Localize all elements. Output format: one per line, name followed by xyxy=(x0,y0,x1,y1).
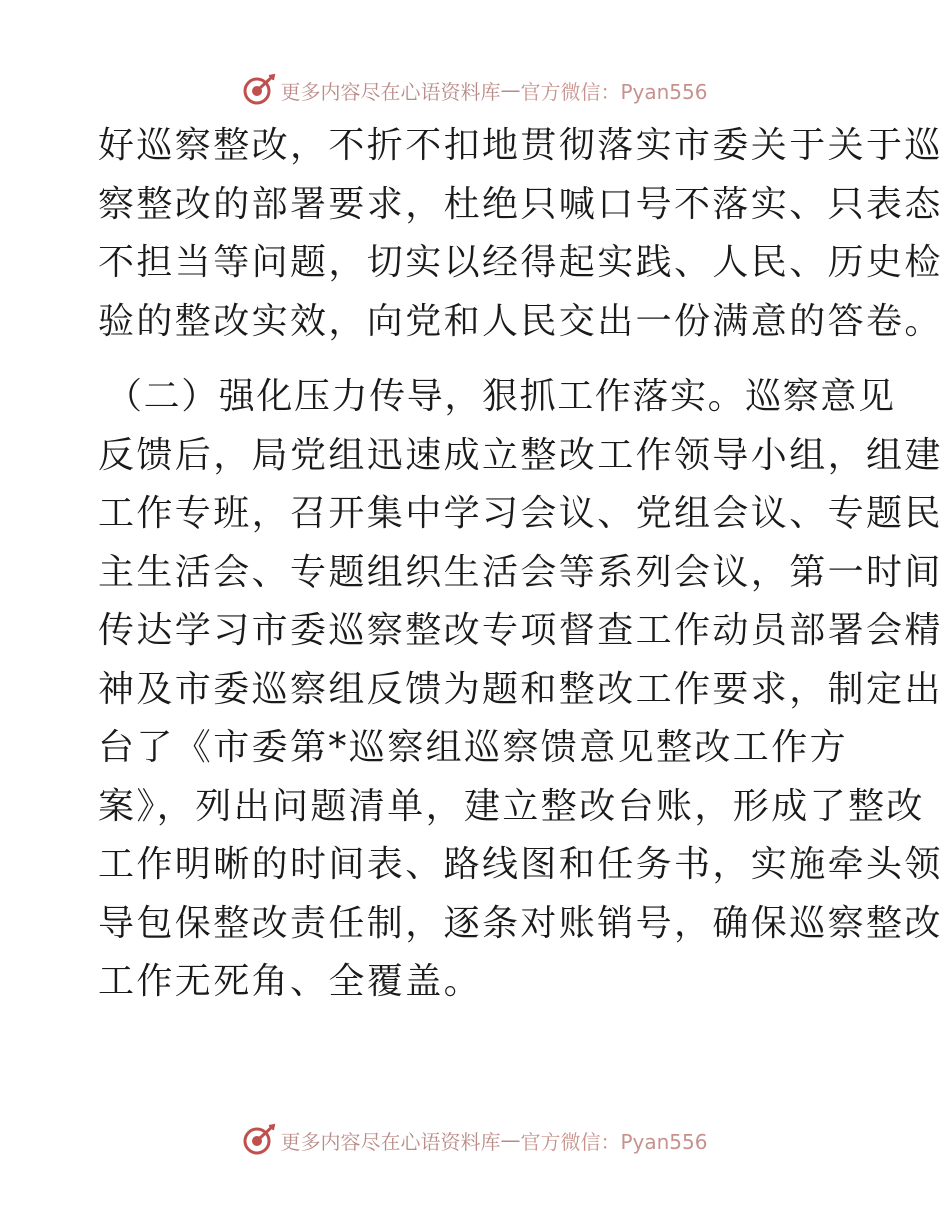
text-line: 好巡察整改，不折不扣地贯彻落实市委关于关于巡 xyxy=(98,125,943,166)
text-line: 验的整改实效，向党和人民交出一份满意的答卷。 xyxy=(98,300,943,342)
watermark-banner-bottom xyxy=(0,1120,950,1160)
watermark-banner-top xyxy=(0,70,950,110)
watermark-text: 更多内容尽在心语资料库 xyxy=(280,1129,501,1154)
text-line: 工作专班，召开集中学习会议、党组会议、专题民 xyxy=(98,493,943,534)
logo-icon xyxy=(242,1123,276,1157)
text-line: 工作无死角、全覆盖。 xyxy=(98,961,483,1002)
text-line: 不担当等问题，切实以经得起实践、人民、历史检 xyxy=(98,242,943,283)
text-line: 工作明晰的时间表、路线图和任务书，实施牵头领 xyxy=(98,844,943,885)
text-line: 案》，列出问题清单，建立整改台账，形成了整改 xyxy=(98,785,925,827)
text-line: 神及市委巡察组反馈为题和整改工作要求，制定出 xyxy=(98,668,943,710)
text-line: 察整改的部署要求，杜绝只喊口号不落实、只表态 xyxy=(98,183,943,225)
watermark-wechat: 官方微信：Pyan556 xyxy=(520,79,708,104)
text-line: 导包保整改责任制，逐条对账销号，确保巡察整改 xyxy=(98,902,943,944)
text-line: 反馈后，局党组迅速成立整改工作领导小组，组建 xyxy=(98,434,943,476)
text-line: 主生活会、专题组织生活会等系列会议，第一时间 xyxy=(98,551,943,593)
section-heading-line: （二）强化压力传导，狠抓工作落实。巡察意见 xyxy=(106,376,896,417)
watermark-separator: — xyxy=(500,78,521,102)
watermark-separator: — xyxy=(500,1128,521,1152)
paragraph-1 xyxy=(98,117,943,351)
text-line: 台了《市委第*巡察组巡察馈意见整改工作方 xyxy=(98,727,849,768)
watermark-text: 更多内容尽在心语资料库 xyxy=(280,79,501,104)
text-line: 传达学习市委巡察整改专项督查工作动员部署会精 xyxy=(98,610,943,651)
paragraph-2 xyxy=(98,368,943,1012)
document-body xyxy=(98,117,943,1012)
watermark-wechat: 官方微信：Pyan556 xyxy=(520,1129,708,1154)
logo-icon xyxy=(242,73,276,107)
